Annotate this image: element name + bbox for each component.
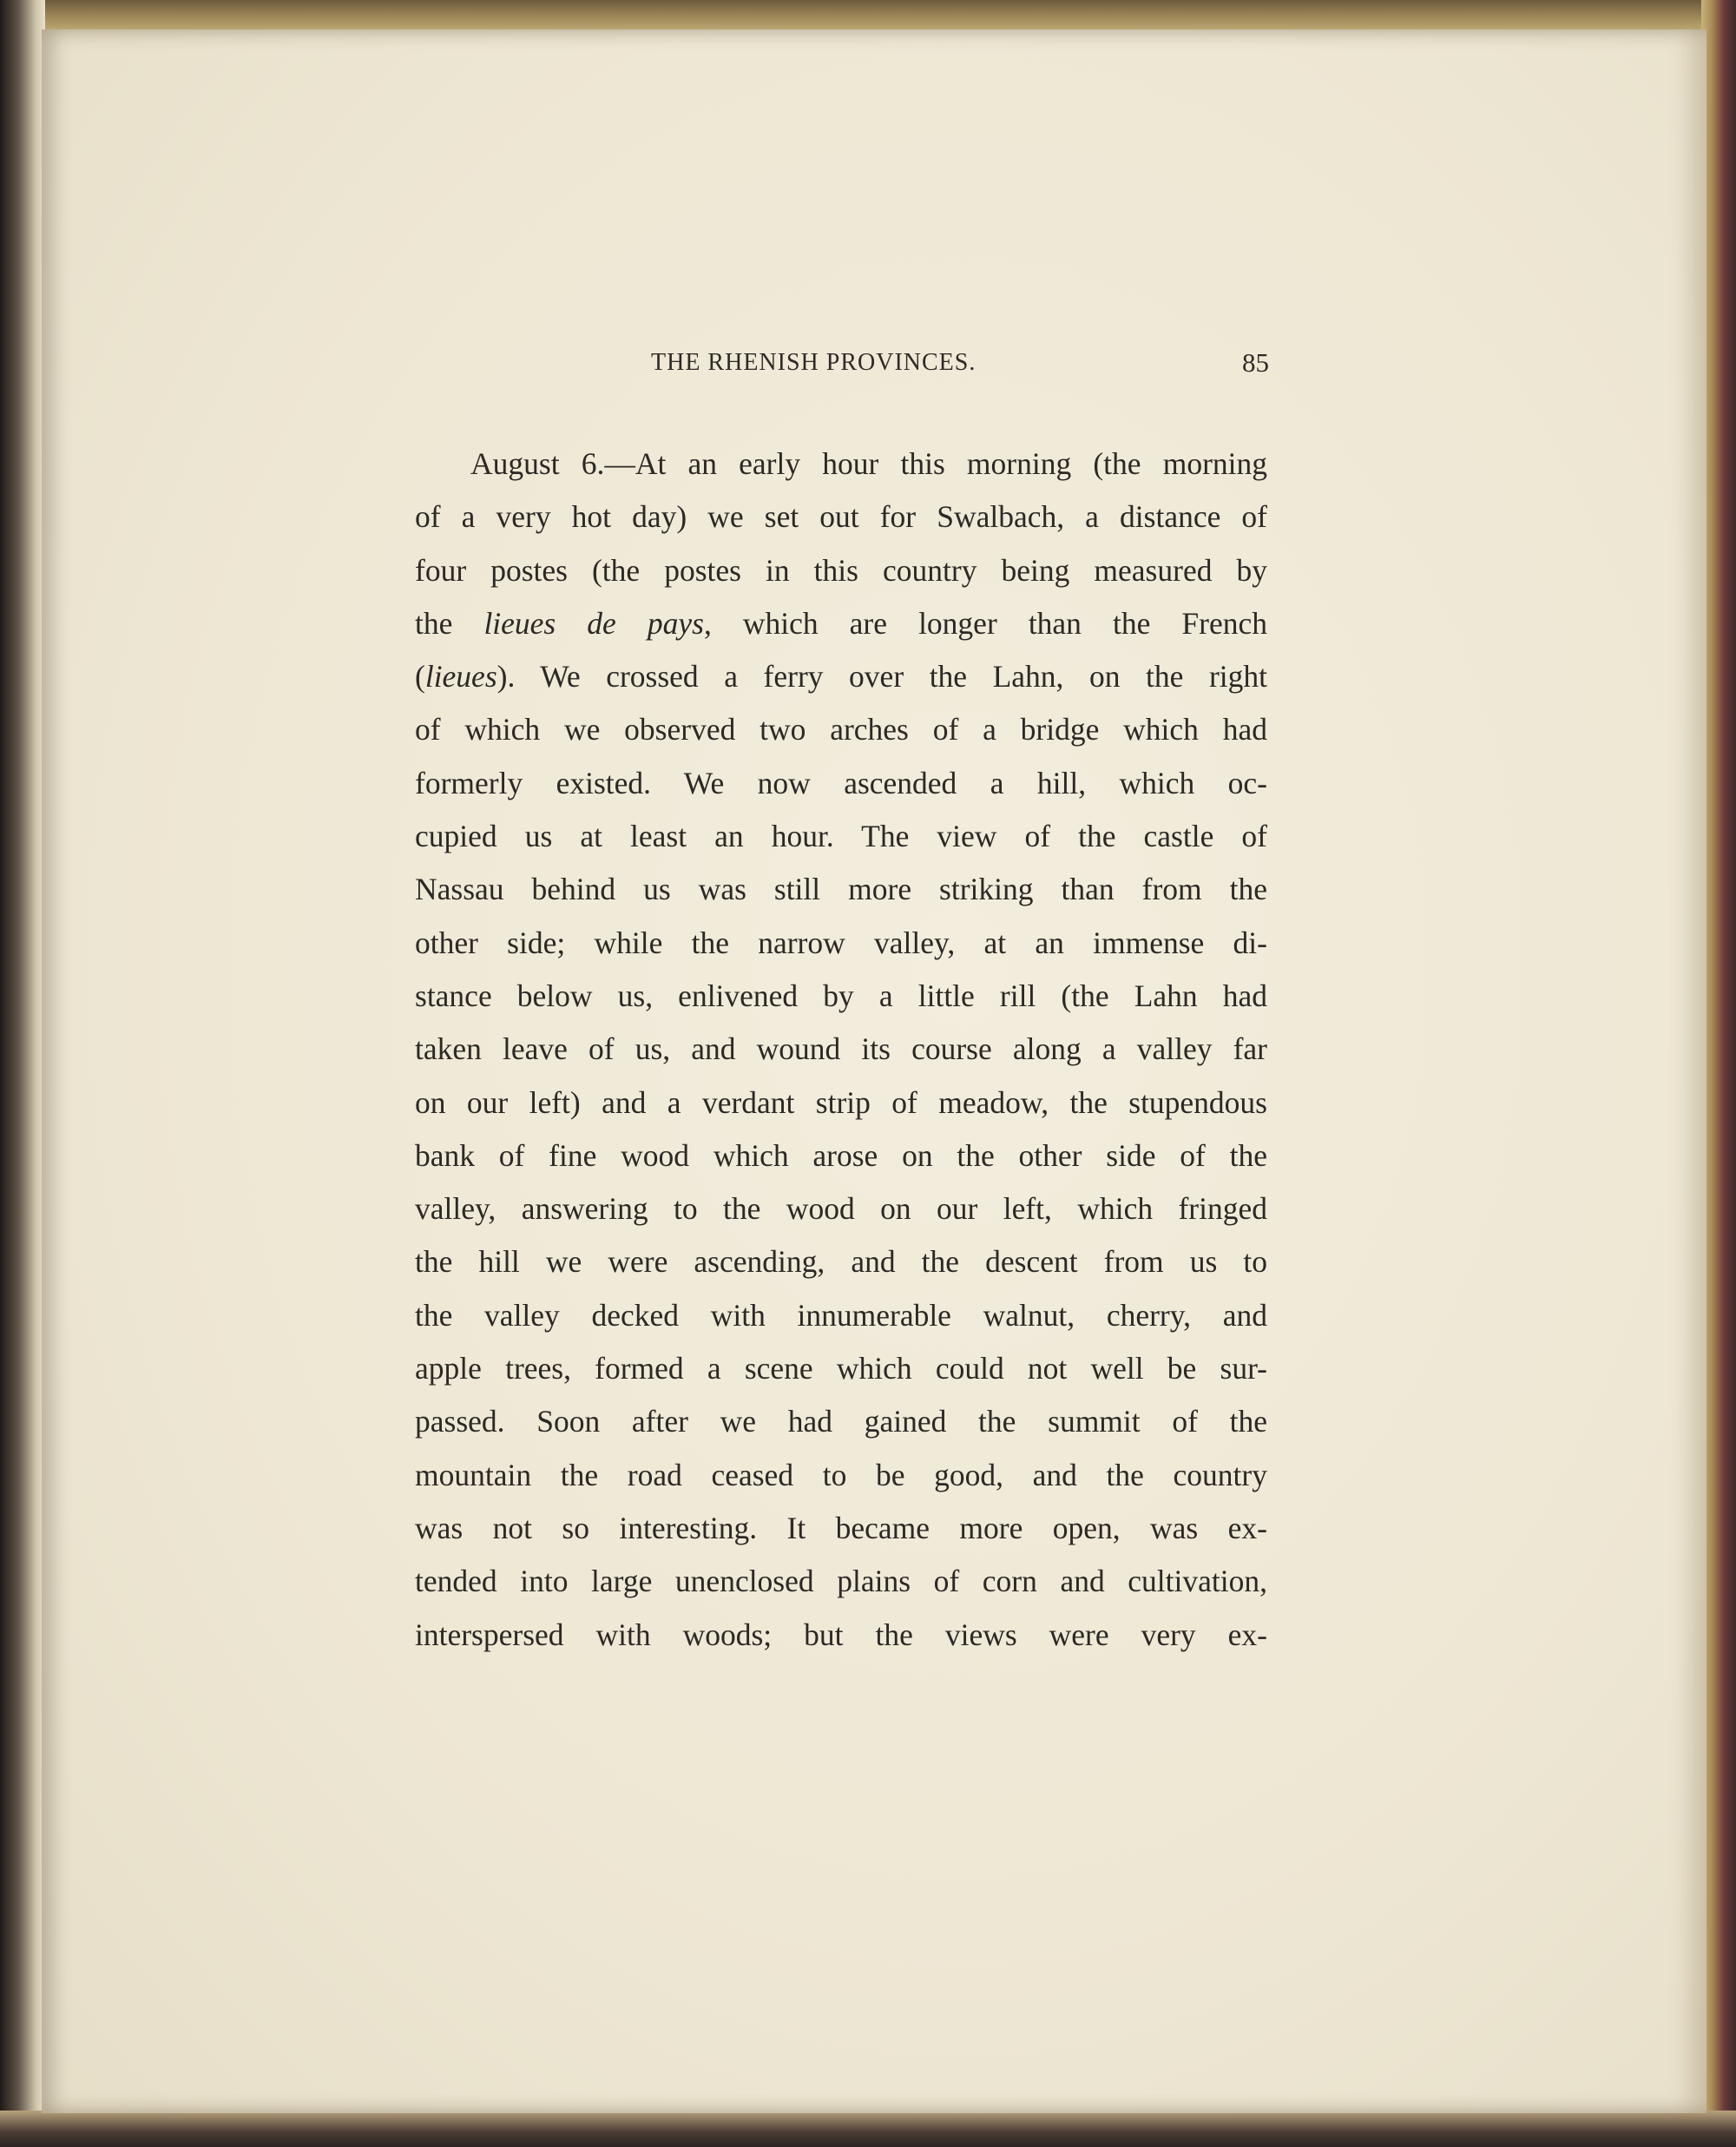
text-line: mountain the road ceased to be good, and the country xyxy=(415,1457,1267,1492)
text-line: was not so interesting. It became more open, was ex- xyxy=(415,1510,1267,1545)
text-line: bank of fine wood which arose on the other side of the xyxy=(415,1137,1267,1173)
text-line: apple trees, formed a scene which could not well be sur- xyxy=(415,1351,1267,1386)
text-line: other side; while the narrow valley, at an immense di- xyxy=(415,925,1267,960)
text-segment: ). We crossed a ferry over the Lahn, on the right xyxy=(496,659,1267,695)
text-line: on our left) and a verdant strip of meadow, the stupendous xyxy=(415,1084,1267,1120)
text-line: of which we observed two arches of a bridge which had xyxy=(415,712,1267,747)
text-segment: , which are longer than the French xyxy=(703,605,1267,641)
body-text xyxy=(415,438,1267,1662)
text-line-italic-mix xyxy=(415,597,1267,650)
book-left-edge xyxy=(0,0,45,2147)
text-line: valley, answering to the wood on our left, which fringed xyxy=(415,1191,1267,1227)
text-line: the valley decked with innumerable walnut, cherry, and xyxy=(415,1297,1267,1333)
text-segment: the xyxy=(415,605,453,641)
running-head xyxy=(616,333,1311,385)
italic-word: lieues xyxy=(424,659,497,695)
text-line-italic-mix: (lieues). We crossed a ferry over the Lahn, on the right xyxy=(415,659,1267,695)
text-line: tended into large unenclosed plains of corn and cultivation, xyxy=(415,1564,1267,1599)
text-line: stance below us, enlivened by a little rill (the Lahn had xyxy=(415,978,1267,1013)
italic-phrase: lieues de pays xyxy=(483,605,704,641)
text-line: cupied us at least an hour. The view of the castle of xyxy=(415,819,1267,854)
text-line: interspersed with woods; but the views were very ex- xyxy=(415,1617,1267,1652)
text-line: taken leave of us, and wound its course along a valley far xyxy=(415,1031,1267,1067)
book-page xyxy=(42,30,1706,2113)
text-line: passed. Soon after we had gained the summit of the xyxy=(415,1404,1267,1439)
text-line: August 6.—At an early hour this morning (the morning xyxy=(470,446,1267,481)
text-line: the hill we were ascending, and the descent from us to xyxy=(415,1244,1267,1280)
page-number: 85 xyxy=(1242,347,1269,378)
text-line: four postes (the postes in this country being measured by xyxy=(415,552,1267,588)
text-line: of a very hot day) we set out for Swalbach, a distance of xyxy=(415,499,1267,535)
book-bottom-edge xyxy=(0,2111,1736,2147)
book-right-edge xyxy=(1701,0,1736,2147)
text-line: formerly existed. We now ascended a hill, which oc- xyxy=(415,765,1267,800)
text-line: Nassau behind us was still more striking than from the xyxy=(415,872,1267,907)
running-title: THE RHENISH PROVINCES. xyxy=(651,349,976,376)
